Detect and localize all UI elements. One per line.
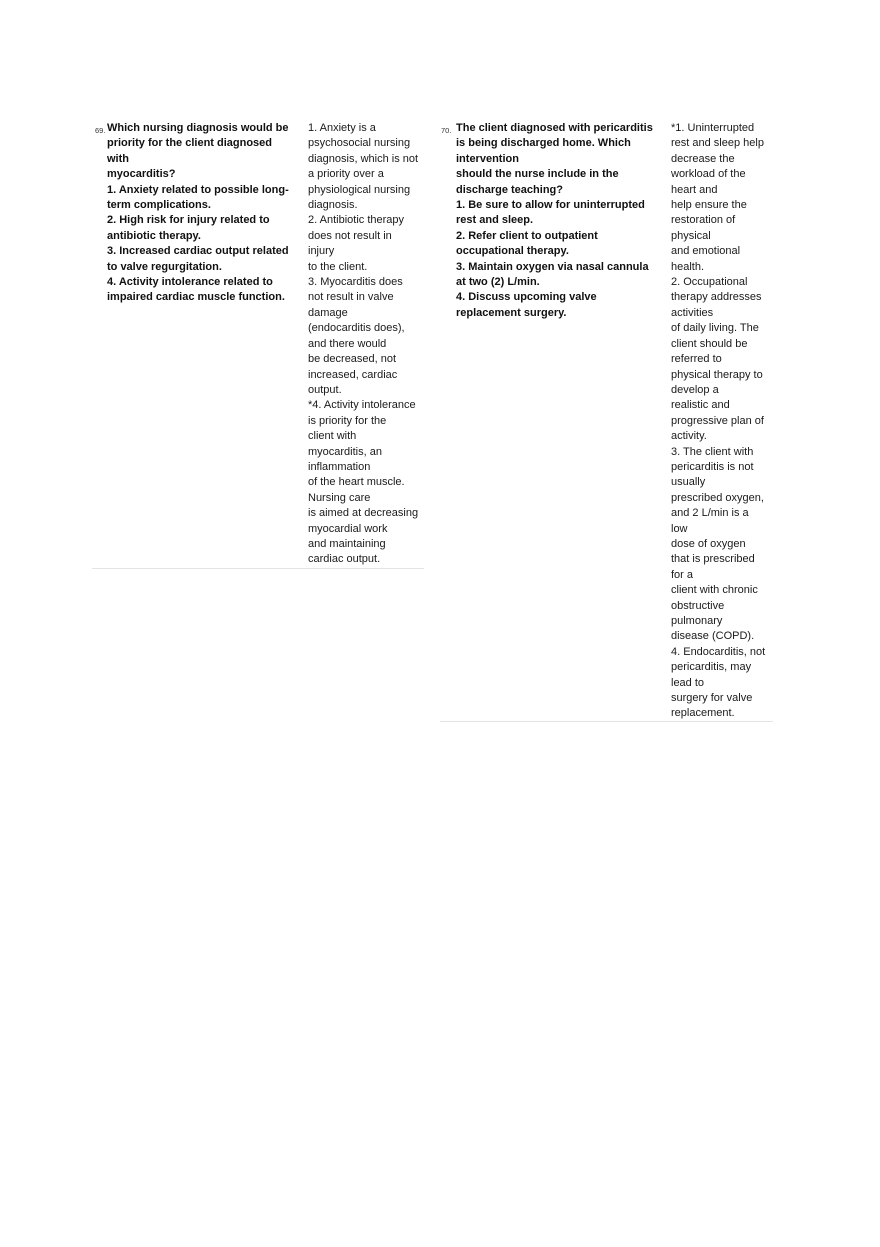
text-line: that is prescribed (671, 553, 755, 566)
text-line: priority for the client diagnosed (107, 137, 273, 150)
text-line: *4. Activity intolerance (308, 399, 416, 412)
text-line: heart and (671, 183, 718, 196)
text-line: cardiac output. (308, 553, 381, 566)
text-line: restoration of (671, 214, 736, 227)
text-line: 4. Endocarditis, not (671, 645, 766, 658)
text-line: therapy addresses (671, 291, 762, 304)
question-70-divider (440, 721, 773, 722)
text-line: antibiotic therapy. (107, 229, 201, 242)
text-line: injury (308, 245, 335, 258)
text-line: inflammation (308, 460, 371, 473)
text-line: 2. High risk for injury related to (107, 214, 270, 227)
text-line: 3. The client with (671, 445, 754, 458)
text-line: decrease the (671, 152, 735, 165)
text-line: develop a (671, 383, 719, 396)
text-line: is being discharged home. Which (456, 137, 631, 150)
question-69-divider (92, 568, 424, 569)
text-line: with (107, 152, 129, 165)
text-line: of the heart muscle. (308, 476, 405, 489)
text-line: help ensure the (671, 199, 747, 212)
text-line: at two (2) L/min. (456, 276, 540, 289)
text-line: pericarditis is not (671, 460, 754, 473)
text-line: and there would (308, 337, 387, 350)
text-line: to the client. (308, 260, 368, 273)
text-line: realistic and (671, 399, 730, 412)
text-line: The client diagnosed with pericarditis (456, 122, 653, 134)
text-line: for a (671, 568, 694, 581)
text-line: disease (COPD). (671, 630, 755, 643)
text-line: intervention (456, 152, 519, 165)
text-line: rest and sleep. (456, 214, 534, 227)
text-line: psychosocial nursing (308, 137, 411, 150)
text-line: (endocarditis does), (308, 322, 405, 335)
text-line: usually (671, 476, 706, 489)
text-line: is priority for the (308, 414, 387, 427)
text-line: of daily living. The (671, 322, 759, 335)
text-line: occupational therapy. (456, 245, 569, 258)
text-line: 1. Anxiety related to possible long- (107, 183, 289, 196)
text-line: a priority over a (308, 168, 384, 181)
text-line: dose of oxygen (671, 537, 746, 550)
text-line: replacement surgery. (456, 306, 567, 319)
text-line: pericarditis, may (671, 661, 752, 674)
text-line: *1. Uninterrupted (671, 122, 755, 134)
text-line: client with (308, 430, 357, 443)
text-line: 3. Increased cardiac output related (107, 245, 289, 258)
text-line: increased, cardiac (308, 368, 398, 381)
question-69-rationale (308, 121, 428, 568)
text-line: myocarditis, an (308, 445, 382, 458)
text-line: diagnosis, which is not (308, 152, 419, 165)
text-line: client should be (671, 337, 748, 350)
text-line: lead to (671, 676, 705, 689)
text-line: activity. (671, 430, 707, 443)
text-line: surgery for valve (671, 692, 753, 705)
text-line: workload of the (671, 168, 746, 181)
question-number: 70. (441, 126, 452, 135)
text-line: and 2 L/min is a (671, 507, 749, 520)
text-line: myocarditis? (107, 168, 176, 181)
question-70-text (456, 121, 666, 321)
text-line: low (671, 522, 688, 535)
text-line: does not result in (308, 229, 392, 242)
text-line: activities (671, 306, 714, 319)
text-line: and emotional (671, 245, 741, 258)
text-line: Nursing care (308, 491, 371, 504)
text-line: 4. Discuss upcoming valve (456, 291, 597, 304)
question-70-rationale (671, 121, 775, 722)
text-line: replacement. (671, 707, 735, 720)
text-line: rest and sleep help (671, 137, 764, 150)
question-69-text (107, 121, 303, 306)
text-line: and maintaining (308, 537, 386, 550)
text-line: not result in valve (308, 291, 394, 304)
text-line: referred to (671, 353, 722, 366)
text-line: to valve regurgitation. (107, 260, 222, 273)
text-line: prescribed oxygen, (671, 491, 764, 504)
text-line: 1. Be sure to allow for uninterrupted (456, 199, 645, 212)
text-line: damage (308, 306, 348, 319)
text-line: 2. Occupational (671, 276, 748, 289)
text-line: progressive plan of (671, 414, 764, 427)
text-line: term complications. (107, 199, 211, 212)
text-line: 2. Antibiotic therapy (308, 214, 405, 227)
text-line: 2. Refer client to outpatient (456, 229, 598, 242)
text-line: 4. Activity intolerance related to (107, 276, 273, 289)
text-line: health. (671, 260, 705, 273)
text-line: 3. Maintain oxygen via nasal cannula (456, 260, 649, 273)
text-line: should the nurse include in the (456, 168, 619, 181)
text-line: output. (308, 383, 342, 396)
text-line: client with chronic (671, 584, 758, 597)
text-line: Which nursing diagnosis would be (107, 122, 289, 134)
text-line: impaired cardiac muscle function. (107, 291, 285, 304)
text-line: pulmonary (671, 615, 723, 627)
text-line: physical (671, 229, 711, 242)
text-line: physical therapy to (671, 368, 763, 381)
text-line: discharge teaching? (456, 183, 563, 196)
text-line: physiological nursing (308, 183, 411, 196)
text-line: diagnosis. (308, 199, 358, 212)
text-line: 3. Myocarditis does (308, 276, 403, 289)
text-line: 1. Anxiety is a (308, 122, 376, 134)
text-line: is aimed at decreasing (308, 507, 419, 520)
text-line: myocardial work (308, 522, 388, 535)
text-line: obstructive (671, 599, 725, 612)
question-number: 69. (95, 126, 106, 135)
text-line: be decreased, not (308, 353, 397, 366)
